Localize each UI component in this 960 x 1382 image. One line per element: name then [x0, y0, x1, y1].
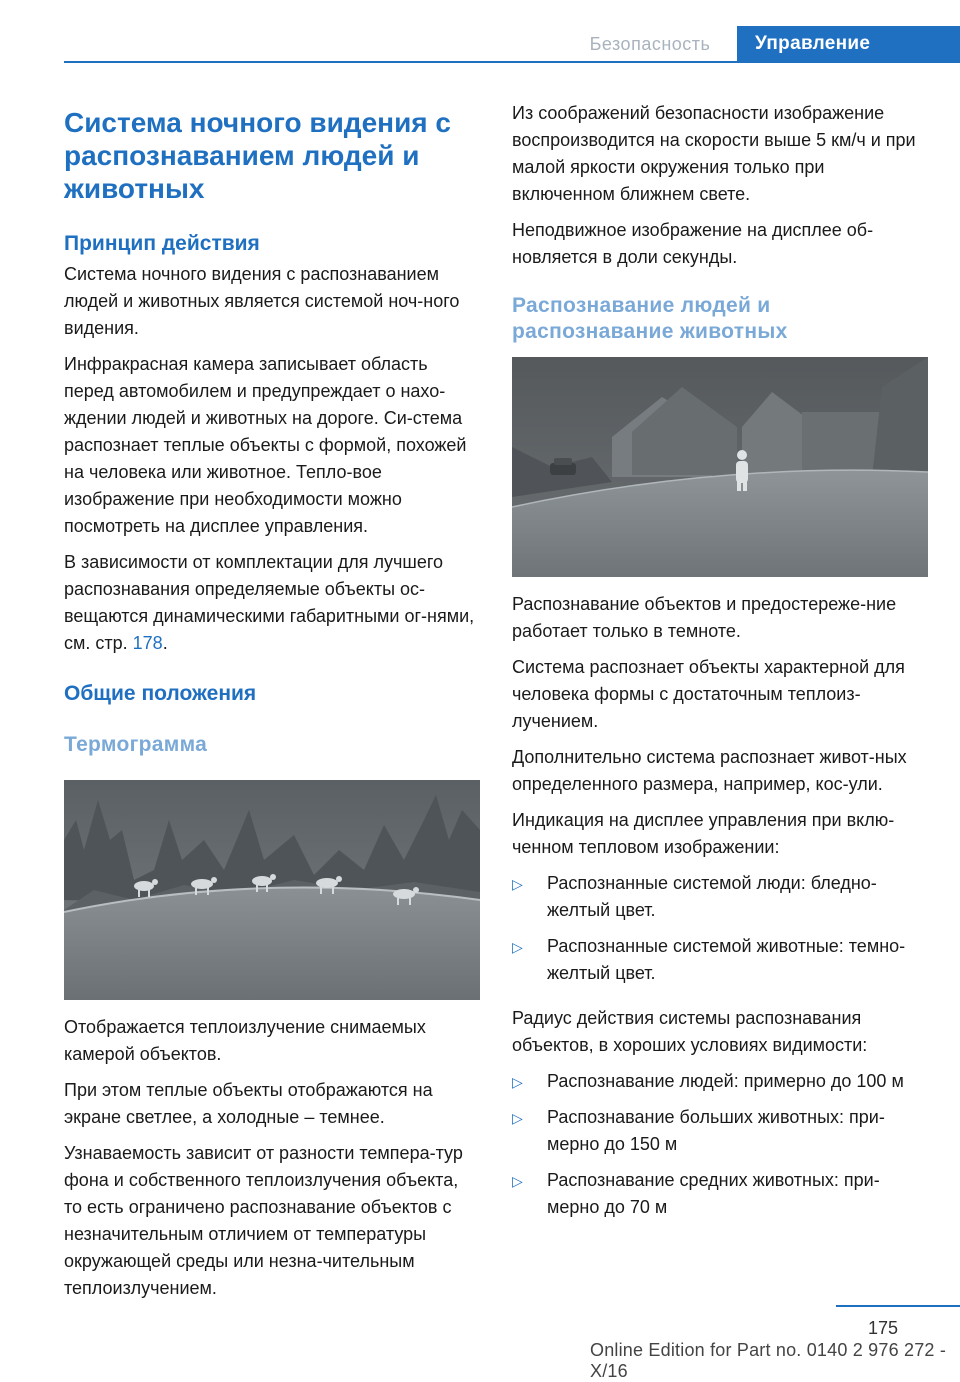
- principle-paragraph-1: Система ночного видения с распознаванием людей и животных является системой ноч-ного видения.: [64, 264, 460, 338]
- page-header: [0, 0, 960, 64]
- principle-heading: Принцип действия: [64, 232, 260, 255]
- list-item-text: Распознавание людей: примерно до 100 м: [547, 1071, 904, 1091]
- tab-controls[interactable]: Управление: [737, 26, 960, 62]
- principle-paragraph-2: Инфракрасная камера записывает область перед автомобилем и предупреждает о нахо-ждении людей и животных на дороге. Си-стема распознает теплые объекты с формой, похожей на человека или животное. Тепло-вое изображение при необходимости можно посмотреть на дисплее управления.: [64, 354, 467, 536]
- recognition-heading: Распознавание людей и распознавание животных: [512, 294, 788, 343]
- edition-footer: Online Edition for Part no. 0140 2 976 272 - X/16: [590, 1340, 947, 1381]
- list-item-text: Распознавание средних животных: при-мерно до 70 м: [547, 1170, 880, 1217]
- thermogram-paragraph-3: Узнаваемость зависит от разности темпера-тур фона и собственного теплоизлучения объекта, то есть ограничено распознавание объектов с незначительным отличием от температуры окружающей среды или незна-чительным теплоизлучением.: [64, 1143, 463, 1298]
- person-detection-image: [512, 357, 928, 577]
- triangle-right-icon: ▷: [512, 1173, 523, 1189]
- list-item: [512, 933, 928, 987]
- general-heading: Общие положения: [64, 682, 257, 705]
- paragraph-end: .: [162, 633, 168, 653]
- footer-divider: [836, 1305, 960, 1307]
- recognition-paragraph-4: Индикация на дисплее управления при вклю-ченном тепловом изображении:: [512, 810, 895, 857]
- range-list: [512, 1068, 928, 1221]
- tab-safety[interactable]: Безопасность: [589, 34, 711, 54]
- thermogram-image: [64, 780, 480, 1000]
- principle-paragraph-3: [64, 549, 480, 657]
- list-item: [512, 1167, 928, 1221]
- recognition-paragraph-2: Система распознает объекты характерной для человека формы с достаточным теплоиз-лучением.: [512, 657, 905, 731]
- header-divider: [64, 61, 960, 63]
- list-item: [512, 1104, 928, 1158]
- visibility-paragraph-1: Из соображений безопасности изображение воспроизводится на скорости выше 5 км/ч и при малой яркости окружения только при включенном ближнем свете.: [512, 103, 916, 204]
- recognition-paragraph-1: Распознавание объектов и предостереже-ние работает только в темноте.: [512, 594, 897, 641]
- display-indication-list: [512, 870, 928, 987]
- recognition-paragraph-3: Дополнительно система распознает живот-ных определенного размера, например, кос-ули.: [512, 747, 907, 794]
- thermogram-heading: Термограмма: [64, 733, 208, 756]
- page-reference-link[interactable]: 178: [132, 633, 163, 653]
- list-item: [512, 870, 928, 924]
- list-item-text: Распознанные системой люди: бледно-желтый цвет.: [547, 873, 877, 920]
- triangle-right-icon: ▷: [512, 1110, 523, 1126]
- range-paragraph: Радиус действия системы распознавания объектов, в хороших условиях видимости:: [512, 1008, 868, 1055]
- triangle-right-icon: ▷: [512, 939, 523, 955]
- right-column: [512, 100, 928, 1230]
- list-item: [512, 1068, 928, 1095]
- page-title: Система ночного видения с распознаванием людей и животных: [64, 107, 451, 204]
- list-item-text: Распознанные системой животные: темно-желтый цвет.: [547, 936, 906, 983]
- page-number: 175: [867, 1318, 898, 1338]
- paragraph-text: В зависимости от комплектации для лучшего распознавания определяемые объекты ос-вещаются динамическими габаритными ог-нями, см. стр.: [64, 552, 475, 653]
- triangle-right-icon: ▷: [512, 1074, 523, 1090]
- left-column: [64, 100, 480, 1311]
- triangle-right-icon: ▷: [512, 876, 523, 892]
- visibility-paragraph-2: Неподвижное изображение на дисплее об-новляется в доли секунды.: [512, 220, 874, 267]
- thermogram-paragraph-1: Отображается теплоизлучение снимаемых камерой объектов.: [64, 1017, 426, 1064]
- list-item-text: Распознавание больших животных: при-мерно до 150 м: [547, 1107, 885, 1154]
- thermogram-paragraph-2: При этом теплые объекты отображаются на экране светлее, а холодные – темнее.: [64, 1080, 433, 1127]
